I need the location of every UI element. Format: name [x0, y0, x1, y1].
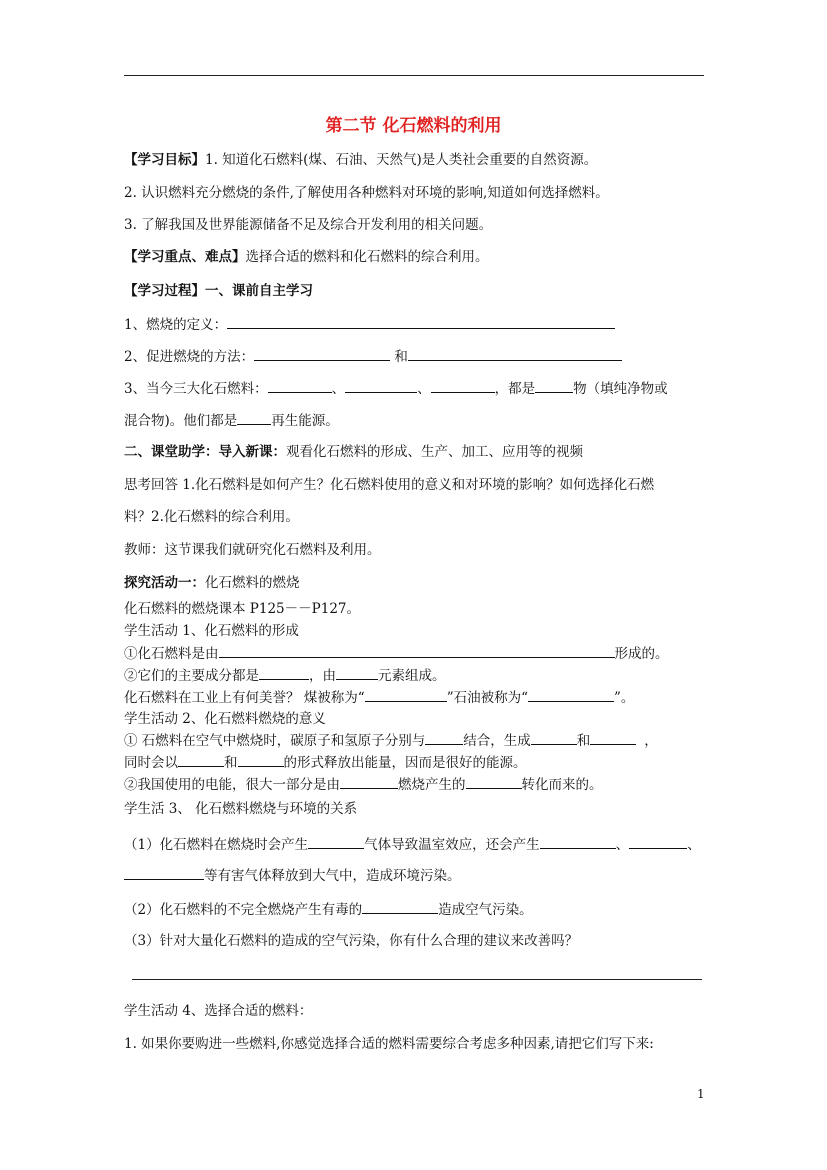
- s3-text-2b: 造成空气污染。: [438, 902, 533, 918]
- separator: 、: [687, 837, 701, 853]
- s1-text-h: ”。: [614, 690, 635, 706]
- answer-blank[interactable]: [268, 379, 332, 393]
- pre-q1-text: 1、燃烧的定义：: [124, 317, 228, 333]
- student-activity-3: 学生活 3、 化石燃料燃烧与环境的关系: [124, 801, 358, 817]
- student-activity-1: 学生活动 1、化石燃料的形成: [124, 623, 299, 639]
- separator: 、: [331, 381, 346, 397]
- page-title: 第二节 化石燃料的利用: [325, 116, 502, 136]
- answer-blank[interactable]: [528, 688, 614, 702]
- s2-text-d: ，: [644, 733, 658, 749]
- s1-line-f: [124, 688, 634, 707]
- s2-text-f: 和: [224, 755, 238, 771]
- pre-q2: [124, 347, 622, 366]
- activity1-heading: [124, 574, 300, 592]
- s2-text-j: 转化而来的。: [521, 777, 603, 793]
- s3-line-3: （3）针对大量化石燃料的造成的空气污染，你有什么合理的建议来改善吗？: [124, 933, 579, 949]
- pre-q2-and: 和: [394, 349, 408, 365]
- separator: 、: [417, 381, 431, 397]
- pre-q3: [124, 379, 668, 398]
- goal-line-1: [124, 151, 597, 169]
- s2-text-e: 同时会以: [124, 755, 178, 771]
- answer-blank[interactable]: [124, 866, 204, 880]
- answer-blank[interactable]: [308, 835, 364, 849]
- answer-blank[interactable]: [535, 379, 573, 393]
- s3-line-1: [124, 835, 701, 854]
- answer-blank[interactable]: [365, 688, 447, 702]
- answer-blank[interactable]: [431, 379, 495, 393]
- pre-q3-text: 3、当今三大化石燃料：: [124, 381, 268, 397]
- pre-q3-cont: [124, 411, 339, 430]
- s1-text-c: ②它们的主要成分都是: [124, 668, 259, 684]
- pre-q3-text-4: 混合物)。他们都是: [124, 413, 238, 429]
- answer-blank[interactable]: [227, 315, 615, 329]
- teacher-line: 教师：这节课我们就研究化石燃料及利用。: [124, 542, 381, 558]
- focus-line: [124, 248, 489, 266]
- pre-q3-text-5: 再生能源。: [271, 413, 339, 429]
- think-line-2: 料？2.化石燃料的综合利用。: [124, 509, 299, 525]
- s1-text-b: 形成的。: [614, 646, 669, 662]
- answer-line[interactable]: [132, 979, 702, 980]
- page-number: 1: [697, 1087, 705, 1101]
- s2-text-b: 结合，生成: [463, 733, 531, 749]
- focus-label: 【学习重点、难点】: [124, 249, 246, 265]
- answer-blank[interactable]: [254, 347, 390, 361]
- s1-text-e: 元素组成。: [378, 668, 446, 684]
- s1-line-a: [124, 644, 669, 663]
- s2-line-a: [124, 731, 658, 750]
- s2-text-c: 和: [576, 733, 591, 749]
- answer-blank[interactable]: [629, 835, 687, 849]
- s1-text-d: ，由: [309, 668, 336, 684]
- focus-text: 选择合适的燃料和化石燃料的综合利用。: [245, 249, 489, 265]
- answer-blank[interactable]: [237, 411, 271, 425]
- textbook-line: 化石燃料的燃烧课本 P125－－P127。: [124, 601, 360, 617]
- s3-text-2a: （2）化石燃料的不完全燃烧产生有毒的: [124, 902, 363, 918]
- goal-item-1: 1. 知道化石燃料(煤、石油、天然气)是人类社会重要的自然资源。: [205, 152, 598, 168]
- lesson-label: 二、课堂助学：导入新课：: [124, 444, 286, 460]
- goal-item-2: 2. 认识燃料充分燃烧的条件,了解使用各种燃料对环境的影响,知道如何选择燃料。: [124, 185, 609, 201]
- answer-blank[interactable]: [336, 666, 378, 680]
- s2-line-e: [124, 753, 527, 772]
- answer-blank[interactable]: [408, 347, 622, 361]
- pre-q1: [124, 315, 615, 334]
- answer-blank[interactable]: [531, 731, 577, 745]
- s3-line-1-cont: [124, 866, 461, 885]
- s1-text-f: 化石燃料在工业上有何美誉？ 煤被称为“: [124, 690, 365, 706]
- s2-text-i: 燃烧产生的: [398, 777, 466, 793]
- student-activity-4: 学生活动 4、选择合适的燃料：: [124, 1003, 313, 1019]
- s2-text-g: 的形式释放出能量，因而是很好的能源。: [283, 755, 527, 771]
- lesson-intro: [124, 443, 583, 461]
- goal-label: 【学习目标】: [124, 152, 205, 168]
- answer-blank[interactable]: [590, 731, 636, 745]
- answer-blank[interactable]: [345, 379, 417, 393]
- answer-blank[interactable]: [178, 753, 224, 767]
- pre-q3-text-2: ，都是: [494, 381, 536, 397]
- s1-line-c: [124, 666, 446, 685]
- s2-text-a: ① 石燃料在空气中燃烧时，碳原子和氢原子分别与: [124, 733, 426, 749]
- activity1-label: 探究活动一：: [124, 575, 205, 591]
- answer-blank[interactable]: [259, 666, 309, 680]
- answer-blank[interactable]: [362, 900, 438, 914]
- answer-blank[interactable]: [466, 775, 522, 789]
- pre-q2-text: 2、促进燃烧的方法：: [124, 349, 255, 365]
- student-activity-2: 学生活动 2、化石燃料燃烧的意义: [124, 711, 326, 727]
- s2-text-h: ②我国使用的电能，很大一部分是由: [124, 777, 340, 793]
- s3-text-1a: （1）化石燃料在燃烧时会产生: [124, 837, 309, 853]
- s3-text-1e: 等有害气体释放到大气中，造成环境污染。: [204, 868, 461, 884]
- s2-line-h: [124, 775, 603, 794]
- answer-blank[interactable]: [219, 644, 615, 658]
- process-heading: 【学习过程】一、课前自主学习: [124, 283, 313, 299]
- s4-line-1: 1. 如果你要购进一些燃料,你感觉选择合适的燃料需要综合考虑多种因素,请把它们写下来:: [124, 1036, 654, 1052]
- answer-blank[interactable]: [425, 731, 463, 745]
- think-line-1: 思考回答 1.化石燃料是如何产生？化石燃料使用的意义和对环境的影响？如何选择化石燃: [124, 477, 655, 493]
- s1-text-a: ①化石燃料是由: [124, 646, 219, 662]
- s3-text-1b: 气体导致温室效应，还会产生: [364, 837, 540, 853]
- answer-blank[interactable]: [340, 775, 398, 789]
- answer-blank[interactable]: [238, 753, 284, 767]
- s3-line-2: [124, 900, 533, 919]
- lesson-text: 观看化石燃料的形成、生产、加工、应用等的视频: [286, 444, 583, 460]
- answer-blank[interactable]: [540, 835, 616, 849]
- pre-q3-text-3: 物（填纯净物或: [573, 381, 668, 397]
- s1-text-g: ”石油被称为“: [446, 690, 529, 706]
- activity1-text: 化石燃料的燃烧: [205, 575, 300, 591]
- separator: 、: [615, 837, 630, 853]
- goal-item-3: 3. 了解我国及世界能源储备不足及综合开发利用的相关问题。: [124, 217, 493, 233]
- header-rule: [124, 75, 704, 76]
